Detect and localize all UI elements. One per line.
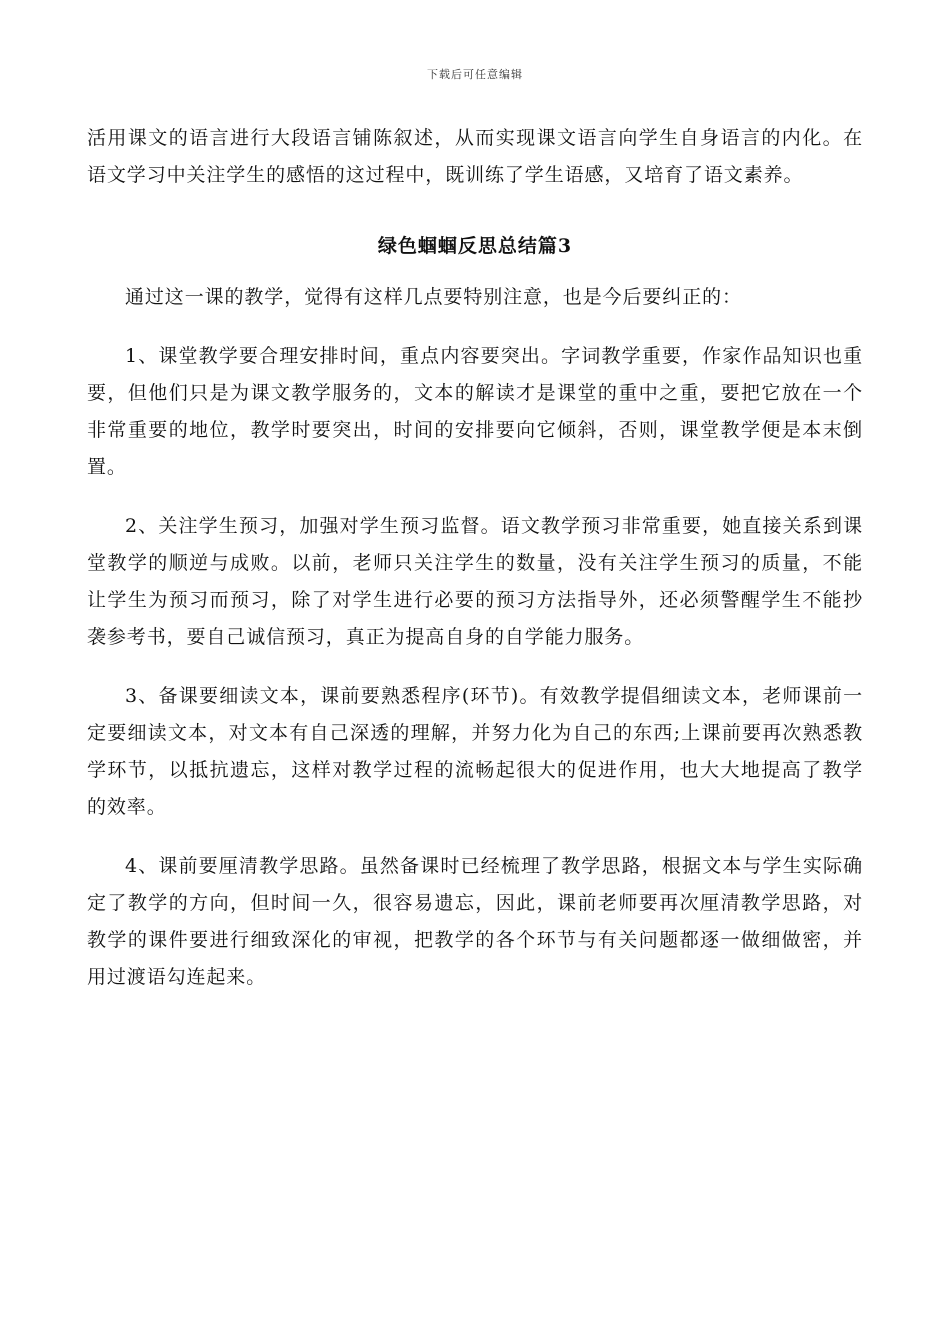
point-paragraph-2: 2、关注学生预习，加强对学生预习监督。语文教学预习非常重要，她直接关系到课堂教学的顺逆与成败。以前，老师只关注学生的数量，没有关注学生预习的质量，不能让学生为预习而预习，除了对学生进行必要的预习方法指导外，还必须警醒学生不能抄袭参考书，要自己诚信预习，真正为提高自身的自学能力服务。 [87, 515, 863, 648]
point-paragraph-1: 1、课堂教学要合理安排时间，重点内容要突出。字词教学重要，作家作品知识也重要，但他们只是为课文教学服务的，文本的解读才是课堂的重中之重，要把它放在一个非常重要的地位，教学时要突出，时间的安排要向它倾斜，否则，课堂教学便是本末倒置。 [87, 345, 863, 478]
point-paragraph-3: 3、备课要细读文本，课前要熟悉程序(环节)。有效教学提倡细读文本，老师课前一定要细读文本，对文本有自己深透的理解，并努力化为自己的东西;上课前要再次熟悉教学环节，以抵抗遗忘，这样对教学过程的流畅起很大的促进作用，也大大地提高了教学的效率。 [87, 685, 863, 818]
intro-paragraph: 活用课文的语言进行大段语言铺陈叙述，从而实现课文语言向学生自身语言的内化。在语文学习中关注学生的感悟的这过程中，既训练了学生语感，又培育了语文素养。 [87, 127, 863, 186]
point-paragraph-4: 4、课前要厘清教学思路。虽然备课时已经梳理了教学思路，根据文本与学生实际确定了教学的方向，但时间一久，很容易遗忘，因此，课前老师要再次厘清教学思路，对教学的课件要进行细致深化的审视，把教学的各个环节与有关问题都逐一做细做密，并用过渡语勾连起来。 [87, 855, 863, 988]
document-body [87, 120, 863, 996]
section-title: 绿色蝈蝈反思总结篇3 [377, 235, 573, 257]
section-title-wrap [87, 228, 863, 265]
paragraph-gap [87, 486, 863, 508]
paragraph-gap [87, 316, 863, 338]
paragraph-gap [87, 826, 863, 848]
paragraph-gap [87, 656, 863, 678]
lead-paragraph: 通过这一课的教学，觉得有这样几点要特别注意，也是今后要纠正的： [125, 286, 742, 308]
header-note: 下载后可任意编辑 [427, 68, 523, 81]
